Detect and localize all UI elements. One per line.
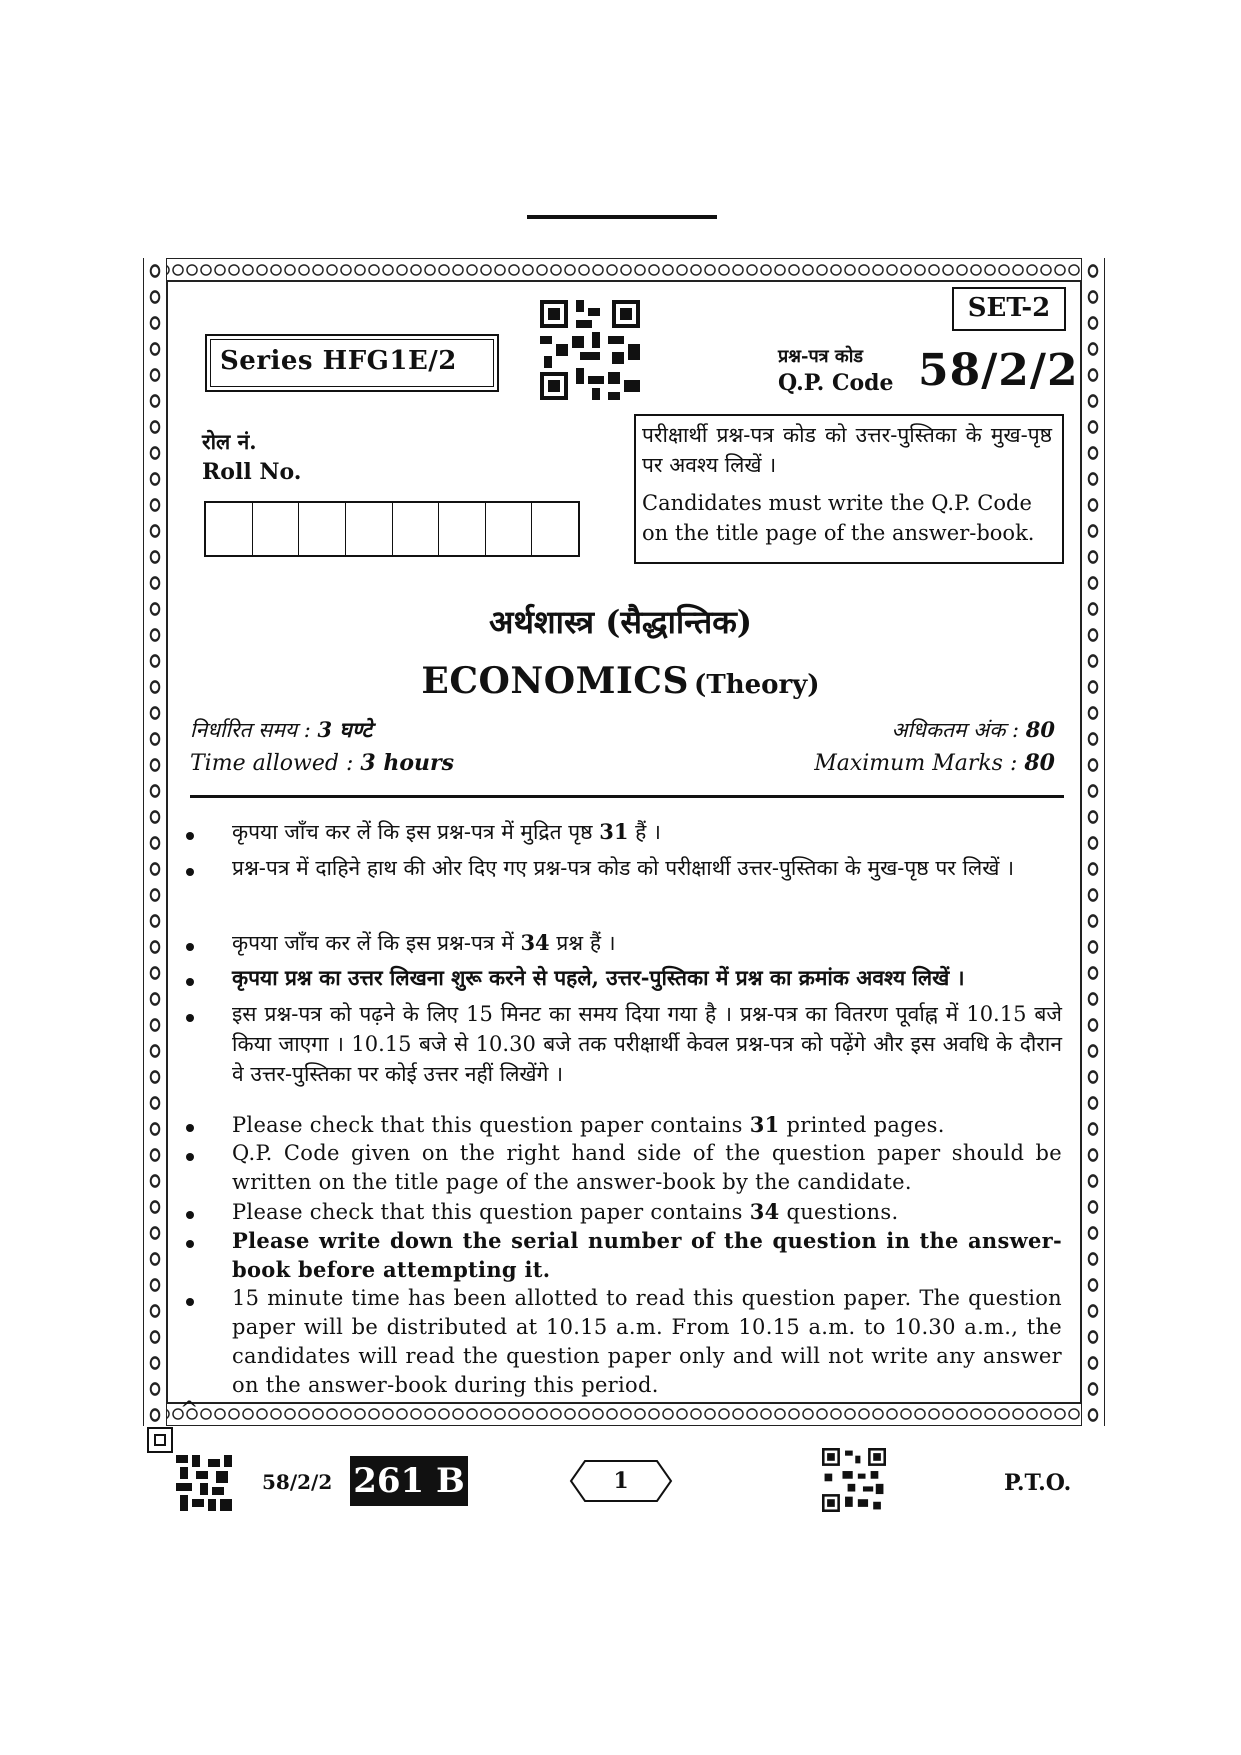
roll-box: [346, 503, 393, 555]
page-count: 31: [749, 1112, 780, 1137]
section-divider: [190, 795, 1064, 798]
bullet-icon: [186, 1298, 194, 1306]
barcode-qr-icon: [176, 1455, 232, 1511]
roll-box: [486, 503, 533, 555]
roll-box: [393, 503, 440, 555]
marks-value-hindi: 80: [1025, 717, 1055, 742]
qp-code-label-hindi: प्रश्न-पत्र कोड: [778, 346, 863, 367]
roll-box: [253, 503, 300, 555]
bullet-icon: [186, 1153, 194, 1161]
bullet-icon: [186, 943, 194, 951]
instruction-text: कृपया जाँच कर लें कि इस प्रश्न-पत्र में मुद्रित पृष्ठ: [232, 820, 600, 844]
bullet-icon: [186, 868, 194, 876]
notice-english: Candidates must write the Q.P. Code on the title page of the answer-book.: [642, 491, 1035, 545]
bullet-icon: [186, 1124, 194, 1132]
subject-title: [0, 660, 1241, 702]
caret-mark: ^: [180, 1398, 199, 1423]
pto-label: P.T.O.: [1004, 1470, 1072, 1496]
max-marks: [814, 750, 1055, 776]
subject-title-sub: (Theory): [694, 670, 820, 700]
instruction-hindi-4: कृपया प्रश्न का उत्तर लिखना शुरू करने से पहले, उत्तर-पुस्तिका में प्रश्न का क्रमांक अवश्य लिखें ।: [232, 965, 965, 990]
bullet-icon: [186, 1211, 194, 1219]
border-bottom: [143, 1402, 1105, 1426]
paper-badge: 261 B: [350, 1456, 468, 1506]
page-number-badge: [569, 1459, 673, 1503]
series-label: Series HFG1E/2: [210, 339, 494, 387]
question-count: 34: [520, 930, 550, 955]
bullet-icon: [186, 1240, 194, 1248]
border-left: [143, 258, 167, 1426]
time-allowed: [190, 750, 454, 776]
instruction-english-3: [232, 1197, 1062, 1227]
marks-label-hindi: अधिकतम अंक :: [891, 718, 1026, 742]
instruction-text: Please check that this question paper contains: [232, 1113, 750, 1137]
roll-box: [439, 503, 486, 555]
corner-ornament-icon: [147, 1427, 173, 1453]
instruction-english-1: [232, 1110, 1062, 1140]
footer-qp-code: 58/2/2: [262, 1470, 333, 1494]
instruction-text: Please check that this question paper contains: [232, 1200, 750, 1224]
time-value: 3 hours: [360, 750, 454, 776]
marks-label: Maximum Marks :: [814, 751, 1025, 776]
marks-value: 80: [1024, 750, 1055, 776]
instruction-hindi-5: इस प्रश्न-पत्र को पढ़ने के लिए 15 मिनट का समय दिया गया है । प्रश्न-पत्र का वितरण पूर्वाह्न में 10.15 बजे किया जाएगा । 10.15 बजे से 10.30 बजे तक परीक्षार्थी केवल प्रश्न-पत्र को पढ़ेंगे और इस अवधि के दौरान वे उत्तर-पुस्तिका पर कोई उत्तर नहीं लिखेंगे ।: [232, 1002, 1062, 1086]
max-marks-hindi: [891, 716, 1055, 744]
instruction-text: questions.: [779, 1200, 899, 1224]
roll-box: [532, 503, 578, 555]
instruction-english-4: Please write down the serial number of the question in the answer-book before attempting it.: [232, 1228, 1062, 1282]
time-allowed-hindi: [190, 716, 372, 744]
roll-box: [299, 503, 346, 555]
instruction-text: प्रश्न हैं ।: [549, 931, 616, 955]
instruction-english-2: Q.P. Code given on the right hand side of the question paper should be written on the title page of the answer-book by the candidate.: [232, 1141, 1062, 1194]
set-badge: SET-2: [952, 287, 1066, 331]
roll-number-boxes: [204, 501, 580, 557]
roll-label-hindi: रोल नं.: [202, 429, 257, 454]
series-box: [205, 334, 499, 392]
instruction-text: कृपया जाँच कर लें कि इस प्रश्न-पत्र में: [232, 931, 521, 955]
border-right: [1081, 258, 1105, 1426]
instruction-hindi-3: [232, 928, 1062, 958]
roll-label: Roll No.: [202, 459, 302, 485]
subject-title-main: ECONOMICS: [421, 660, 689, 702]
qr-code-icon: [540, 300, 640, 400]
top-rule: [527, 215, 717, 219]
border-top: [143, 258, 1105, 282]
instruction-english-5: 15 minute time has been allotted to read this question paper. The question paper will be distributed at 10.15 a.m. From 10.15 a.m. to 10.30 a.m., the candidates will read the question paper only and will not write any answer on the answer-book during this period.: [232, 1286, 1062, 1397]
bullet-icon: [186, 978, 194, 986]
page-number: 1: [613, 1468, 629, 1494]
time-label: Time allowed :: [190, 751, 361, 776]
question-count: 34: [749, 1199, 780, 1224]
qp-code-label: Q.P. Code: [778, 370, 894, 396]
qp-code-value: 58/2/2: [918, 345, 1079, 396]
time-label-hindi: निर्धारित समय :: [190, 718, 318, 742]
roll-box: [206, 503, 253, 555]
qr-code-icon: [822, 1448, 886, 1512]
bullet-icon: [186, 832, 194, 840]
page-count: 31: [599, 819, 629, 844]
instruction-hindi-1: [232, 817, 1062, 847]
bullet-icon: [186, 1014, 194, 1022]
instruction-text: printed pages.: [779, 1113, 945, 1137]
instruction-text: हैं ।: [628, 820, 661, 844]
notice-hindi: परीक्षार्थी प्रश्न-पत्र कोड को उत्तर-पुस्तिका के मुख-पृष्ठ पर अवश्य लिखें ।: [642, 423, 1052, 477]
subject-title-hindi: अर्थशास्त्र (सैद्धान्तिक): [489, 603, 752, 641]
instruction-hindi-2: प्रश्न-पत्र में दाहिने हाथ की ओर दिए गए प्रश्न-पत्र कोड को परीक्षार्थी उत्तर-पुस्तिका के मुख-पृष्ठ पर लिखें ।: [232, 856, 1015, 880]
time-value-hindi: 3 घण्टे: [317, 717, 373, 742]
